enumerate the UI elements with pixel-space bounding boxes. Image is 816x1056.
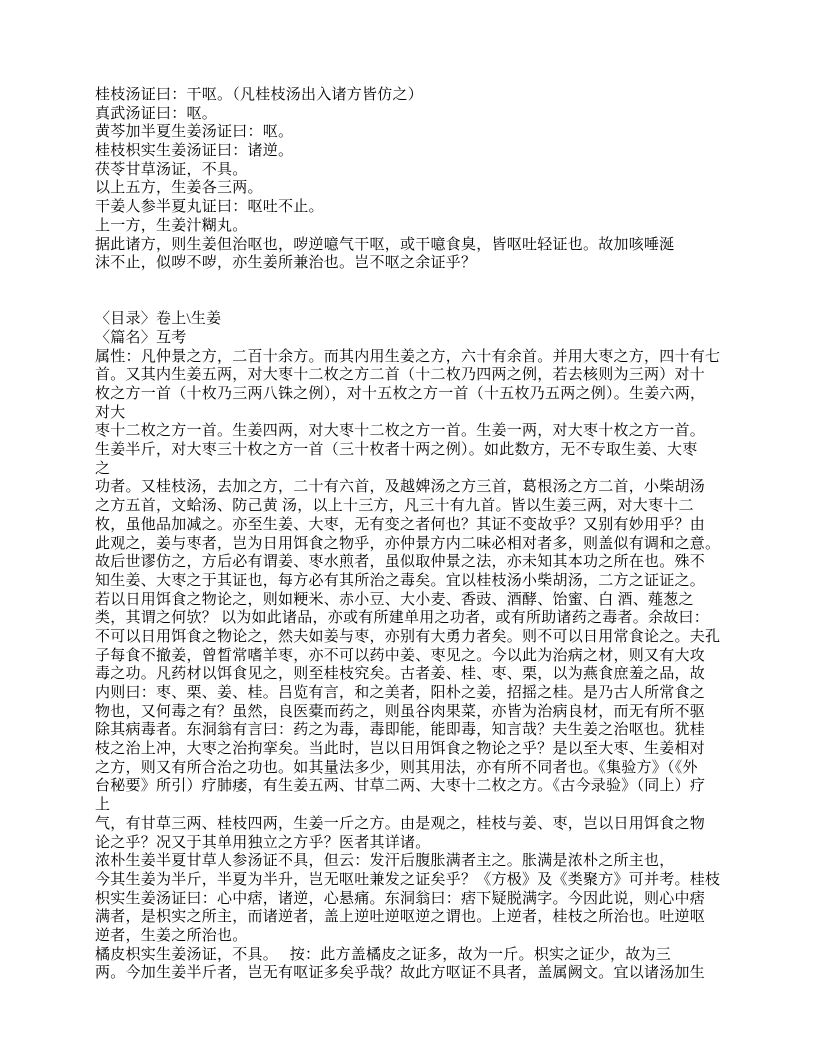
text-line: 若以日用饵食之物论之，则如粳米、赤小豆、大小麦、香豉、酒酵、饴蜜、白 酒、薤葱之 xyxy=(95,591,694,608)
text-line: 属性：凡仲景之方，二百十余方。而其内用生姜之方，六十有余首。并用大枣之方，四十有七 xyxy=(95,348,721,365)
text-line: 之方五首，文蛤汤、防己黄 汤，以上十三方，凡三十有九首。皆以生姜三两，对大枣十二 xyxy=(95,498,694,515)
text-line: 不可以日用饵食之物论之，然夫如姜与枣，亦别有大勇力者矣。则不可以日用常食论之。夫孔 xyxy=(95,628,721,645)
text-line: 论之乎？况又于其单用独立之方乎？医者其详诸。 xyxy=(95,834,431,851)
text-line: 桂枝枳实生姜汤证曰：诸逆。 xyxy=(95,143,294,160)
text-line: 沫不止，似哕不哕，亦生姜所兼治也。岂不呕之余证乎？ xyxy=(95,255,477,272)
text-line: 以上五方，生姜各三两。 xyxy=(95,180,263,197)
text-line: 今其生姜为半斤，半夏为半升，岂无呕吐兼发之证矣乎？《方极》及《类聚方》可并考。桂枝 xyxy=(95,871,721,888)
text-line: 功者。又桂枝汤，去加之方，二十有六首，及越婢汤之方三首，葛根汤之方二首，小柴胡汤 xyxy=(95,479,706,496)
text-line: 气，有甘草三两、桂枝四两，生姜一斤之方。由是观之，桂枝与姜、枣，岂以日用饵食之物 xyxy=(95,815,706,832)
text-line: 除其病毒者。东洞翁有言曰：药之为毒，毒即能，能即毒，知言哉？夫生姜之治呕也。犹桂 xyxy=(95,722,706,739)
text-line: 桂枝汤证曰：干呕。（凡桂枝汤出入诸方皆仿之） xyxy=(95,87,424,103)
text-line: 上一方，生姜汁糊丸。 xyxy=(95,217,248,234)
text-line xyxy=(95,292,735,311)
text-line: 真武汤证曰：呕。 xyxy=(95,105,218,122)
text-line: 〈篇名〉互考 xyxy=(95,329,187,346)
text-line: 首。又其内生姜五两，对大枣十二枚之方二首（十二枚乃四两之例，若去核则为三两）对十 xyxy=(95,367,706,384)
text-line: 满者，是枳实之所主，而诸逆者，盖上逆吐逆呕逆之谓也。上逆者，桂枝之所治也。吐逆呕 xyxy=(95,909,706,926)
text-line: 故后世谬仿之，方后必有谓姜、枣水煎者，虽似取仲景之法，亦未知其本功之所在也。殊不 xyxy=(95,554,706,571)
text-line: 逆者，生姜之所治也。 xyxy=(95,927,248,944)
text-line: 据此诸方，则生姜但治呕也，哕逆噫气干呕，或干噫食臭，皆呕吐轻证也。故加咳唾涎 xyxy=(95,236,675,253)
text-line: 台秘要》所引）疗肺痿，有生姜五两、甘草二两、大枣十二枚之方。《古今录验》（同上）疗 xyxy=(95,778,706,795)
text-line: 物也，又何毒之有？虽然，良医橐而药之，则虽谷肉果菜，亦皆为治病良材，而无有所不驱 xyxy=(95,703,706,720)
text-line: 之 xyxy=(95,460,111,477)
text-line: 生姜半斤，对大枣三十枚之方一首（三十枚者十两之例）。如此数方，无不专取生姜、大枣 xyxy=(95,442,698,459)
text-line: 枣十二枚之方一首。生姜四两，对大枣十二枚之方一首。生姜一两，对大枣十枚之方一首。 xyxy=(95,423,706,440)
text-line: 毒之功。凡药材以饵食见之，则至桂枝究矣。古者姜、桂、枣、栗，以为燕食庶羞之品，故 xyxy=(95,666,706,683)
text-line: 浓朴生姜半夏甘草人参汤证不具，但云：发汗后腹胀满者主之。胀满是浓朴之所主也， xyxy=(95,853,675,870)
text-line: 枝之治上冲，大枣之治拘挛矣。当此时，岂以日用饵食之物论之乎？是以至大枣、生姜相对 xyxy=(95,741,706,758)
text-line: 枳实生姜汤证曰：心中痞，诸逆，心悬痛。东洞翁曰：痞下疑脱满字。今因此说，则心中痞 xyxy=(95,890,706,907)
text-line: 橘皮枳实生姜汤证，不具。 按：此方盖橘皮之证多，故为一斤。枳实之证少，故为三 xyxy=(95,946,672,963)
text-line: 上 xyxy=(95,797,111,814)
text-line xyxy=(95,273,735,292)
text-line: 黄芩加半夏生姜汤证曰：呕。 xyxy=(95,124,294,141)
text-line: 对大 xyxy=(95,404,126,421)
text-line: 〈目录〉卷上\生姜 xyxy=(95,311,222,328)
text-line: 两。今加生姜半斤者，岂无有呕证多矣乎哉？故此方呕证不具者，盖属阙文。宜以诸汤加生 xyxy=(95,965,706,982)
text-line: 枚，虽他品加减之。亦至生姜、大枣，无有变之者何也？其证不变故乎？又别有妙用乎？由 xyxy=(95,516,706,533)
text-line: 之方，则又有所合治之功也。如其量法多少，则其用法，亦有所不同者也。《集验方》（《外 xyxy=(95,759,698,776)
text-line: 干姜人参半夏丸证曰：呕吐不止。 xyxy=(95,199,324,216)
text-line: 类，其谓之何欤？ 以为如此诸品，亦或有所建单用之功者，或有所助诸药之毒者。余故曰： xyxy=(95,610,710,627)
text-line: 子每食不撤姜，曾晳常嗜羊枣，亦不可以药中姜、枣见之。今以此为治病之材，则又有大攻 xyxy=(95,647,706,664)
text-line: 枚之方一首（十枚乃三两八铢之例），对十五枚之方一首（十五枚乃五两之例）。生姜六两， xyxy=(95,386,706,402)
text-line: 茯苓甘草汤证，不具。 xyxy=(95,161,248,178)
text-content xyxy=(95,86,735,983)
text-line: 知生姜、大枣之于其证也，每方必有其所治之毒矣。宜以桂枝汤小柴胡汤，二方之证证之。 xyxy=(95,572,706,589)
text-line: 内则曰：枣、栗、姜、桂。吕览有言，和之美者，阳朴之姜，招摇之桂。是乃古人所常食之 xyxy=(95,685,706,701)
text-line: 此观之，姜与枣者，岂为日用饵食之物乎，亦仲景方内二味必相对者多，则盖似有调和之意。 xyxy=(95,535,721,552)
